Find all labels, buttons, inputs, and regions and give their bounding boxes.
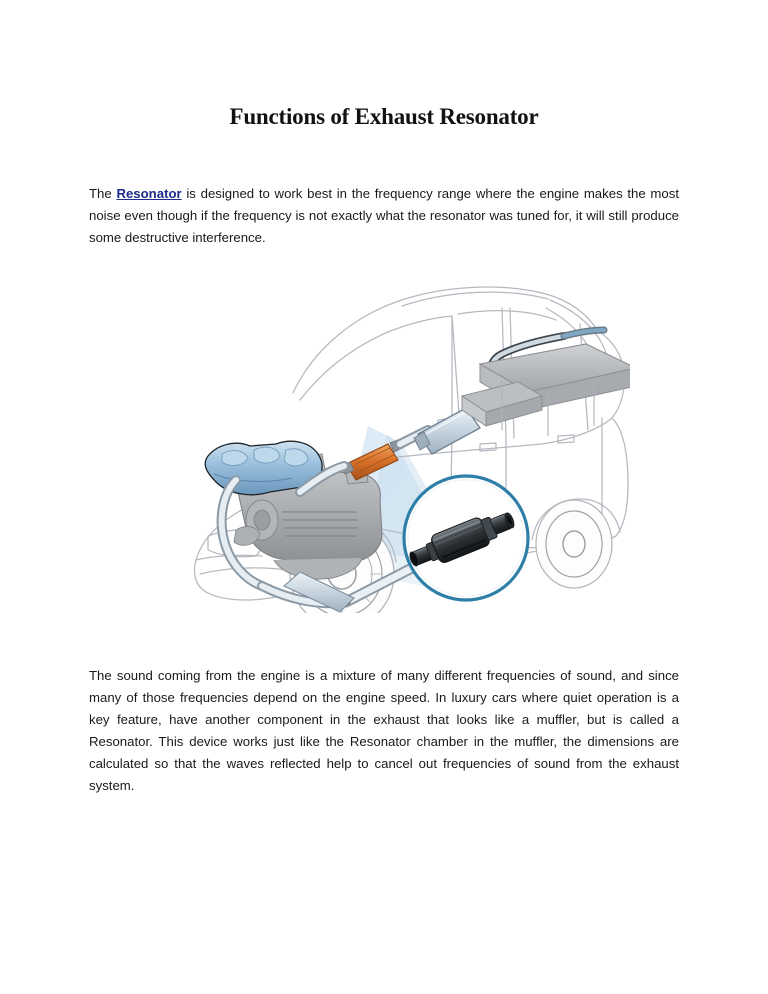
rear-wheel bbox=[536, 500, 612, 588]
resonator-link[interactable]: Resonator bbox=[116, 186, 182, 202]
paragraph-intro-rest: is designed to work best in the frequency range where the engine makes the most noise even though if the frequency is not exactly what the resonator was tuned for, it will still produce some destructive interference. bbox=[89, 186, 679, 246]
car-exhaust-diagram-svg bbox=[150, 268, 630, 613]
paragraph-intro bbox=[89, 183, 679, 249]
page-title: Functions of Exhaust Resonator bbox=[229, 104, 539, 130]
paragraph-intro-lead: The bbox=[89, 186, 117, 202]
car-exhaust-system-figure bbox=[150, 268, 630, 613]
paragraph-body: The sound coming from the engine is a mixture of many different frequencies of sound, and since many of those frequencies depend on the engine speed. In luxury cars where quiet operation is a key feature, have another component in the exhaust that looks like a muffler, but is called a Resonator. This device works just like the Resonator chamber in the muffler, the dimensions are calculated so that the waves reflected help to cancel out frequencies of sound from the exhaust system. bbox=[89, 668, 679, 794]
